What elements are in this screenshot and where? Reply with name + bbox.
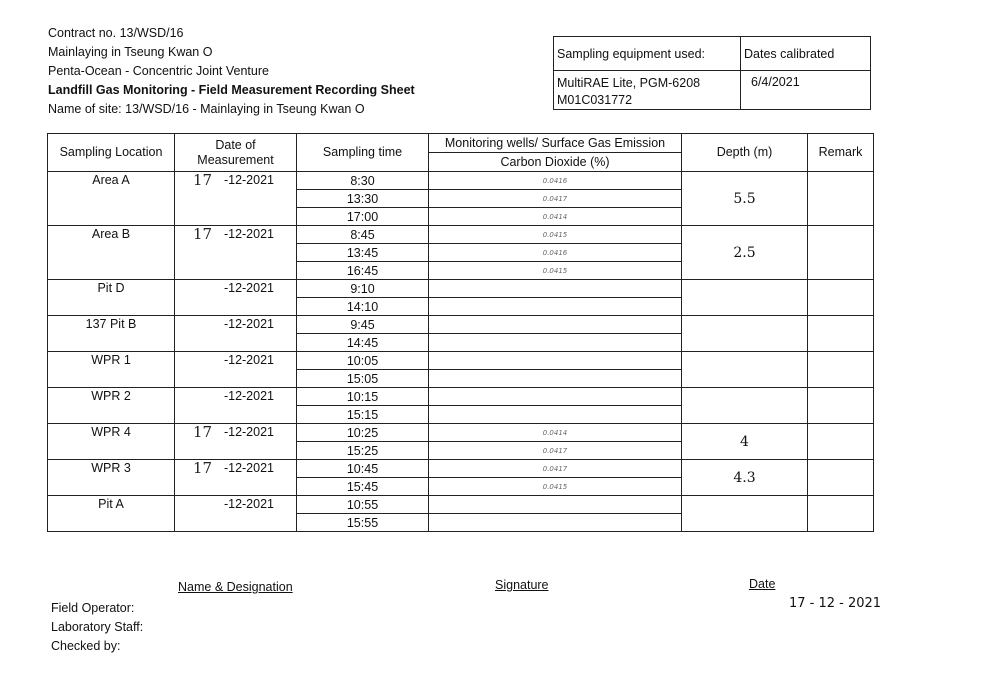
- document-header: [48, 24, 415, 119]
- laboratory-staff-label: Laboratory Staff:: [51, 620, 144, 634]
- measurement-date: -12-2021: [223, 173, 274, 187]
- location-name: Area A: [48, 172, 175, 226]
- sampling-time: 8:45: [297, 226, 429, 244]
- table-row: [48, 424, 874, 442]
- table-row: [48, 388, 874, 406]
- measurement-date-cell: [175, 316, 297, 352]
- measurement-date-cell: [175, 352, 297, 388]
- sampling-time: 10:15: [297, 388, 429, 406]
- co2-reading: [429, 514, 682, 532]
- sampling-time: 15:45: [297, 478, 429, 496]
- header-gas-subtitle: Carbon Dioxide (%): [429, 152, 681, 171]
- calibration-header: Dates calibrated: [741, 37, 871, 71]
- name-designation-label: Name & Designation: [178, 580, 293, 594]
- co2-reading: 0.0414: [429, 424, 682, 442]
- co2-reading: 0.0417: [429, 460, 682, 478]
- remark-cell: [808, 226, 874, 280]
- depth-value: 2.5: [682, 226, 808, 280]
- remark-cell: [808, 280, 874, 316]
- depth-value: [682, 316, 808, 352]
- sampling-time: 14:45: [297, 334, 429, 352]
- depth-value: [682, 388, 808, 424]
- measurement-date-cell: [175, 460, 297, 496]
- sampling-time: 15:55: [297, 514, 429, 532]
- handwritten-day: 17: [193, 225, 213, 243]
- checked-by-label: Checked by:: [51, 639, 121, 653]
- header-gas-title: Monitoring wells/ Surface Gas Emission: [444, 136, 666, 150]
- measurement-date: -12-2021: [223, 281, 274, 295]
- location-name: Pit D: [48, 280, 175, 316]
- measurement-date-cell: [175, 172, 297, 226]
- date-label: Date: [749, 577, 776, 591]
- co2-reading: 0.0417: [429, 190, 682, 208]
- sampling-time: 15:25: [297, 442, 429, 460]
- footer-date-value: 17 - 12 - 2021: [789, 596, 882, 611]
- equipment-header: Sampling equipment used:: [554, 37, 741, 71]
- measurement-date: -12-2021: [223, 461, 274, 475]
- co2-reading: [429, 496, 682, 514]
- measurement-date: -12-2021: [223, 425, 274, 439]
- sampling-time: 15:15: [297, 406, 429, 424]
- remark-cell: [808, 172, 874, 226]
- contract-number: Contract no. 13/WSD/16: [48, 26, 184, 40]
- sampling-time: 15:05: [297, 370, 429, 388]
- co2-reading: [429, 388, 682, 406]
- measurement-table: [47, 133, 874, 532]
- co2-reading: [429, 370, 682, 388]
- measurement-date: -12-2021: [223, 497, 274, 511]
- signature-label: Signature: [495, 578, 549, 592]
- sampling-time: 9:10: [297, 280, 429, 298]
- equipment-model: MultiRAE Lite, PGM-6208: [557, 76, 701, 90]
- table-row: [48, 280, 874, 298]
- measurement-date-cell: [175, 496, 297, 532]
- measurement-date: -12-2021: [223, 317, 274, 331]
- table-row: [48, 352, 874, 370]
- measurement-date: -12-2021: [223, 227, 274, 241]
- co2-reading: [429, 280, 682, 298]
- co2-reading: 0.0417: [429, 442, 682, 460]
- sampling-time: 13:45: [297, 244, 429, 262]
- sampling-time: 14:10: [297, 298, 429, 316]
- location-name: WPR 3: [48, 460, 175, 496]
- measurement-date-cell: [175, 424, 297, 460]
- sampling-time: 10:25: [297, 424, 429, 442]
- handwritten-day: 17: [193, 171, 213, 189]
- header-remark: Remark: [808, 134, 874, 172]
- depth-value: 4.3: [682, 460, 808, 496]
- measurement-body: [48, 172, 874, 532]
- depth-value: [682, 496, 808, 532]
- header-gas: [429, 134, 682, 172]
- equipment-serial: M01C031772: [557, 93, 633, 107]
- location-name: 137 Pit B: [48, 316, 175, 352]
- sampling-time: 16:45: [297, 262, 429, 280]
- co2-reading: [429, 352, 682, 370]
- equipment-table: [553, 36, 871, 110]
- sampling-time: 13:30: [297, 190, 429, 208]
- sampling-time: 17:00: [297, 208, 429, 226]
- table-row: [48, 496, 874, 514]
- measurement-date: -12-2021: [223, 353, 274, 367]
- measurement-date-cell: [175, 388, 297, 424]
- header-time: Sampling time: [297, 134, 429, 172]
- remark-cell: [808, 460, 874, 496]
- sampling-time: 9:45: [297, 316, 429, 334]
- sampling-time: 10:05: [297, 352, 429, 370]
- remark-cell: [808, 496, 874, 532]
- measurement-date-cell: [175, 226, 297, 280]
- sampling-time: 8:30: [297, 172, 429, 190]
- table-row: [48, 172, 874, 190]
- remark-cell: [808, 352, 874, 388]
- depth-value: 5.5: [682, 172, 808, 226]
- co2-reading: 0.0416: [429, 244, 682, 262]
- remark-cell: [808, 388, 874, 424]
- sheet-title: Landfill Gas Monitoring - Field Measurement Recording Sheet: [48, 83, 415, 97]
- depth-value: 4: [682, 424, 808, 460]
- co2-reading: 0.0415: [429, 478, 682, 496]
- field-operator-label: Field Operator:: [51, 601, 135, 615]
- measurement-date-cell: [175, 280, 297, 316]
- co2-reading: [429, 316, 682, 334]
- location-name: WPR 4: [48, 424, 175, 460]
- header-location: Sampling Location: [48, 134, 175, 172]
- table-row: [48, 226, 874, 244]
- co2-reading: [429, 334, 682, 352]
- co2-reading: 0.0415: [429, 226, 682, 244]
- equipment-cell: [554, 71, 741, 110]
- location-name: Area B: [48, 226, 175, 280]
- contractor-name: Penta-Ocean - Concentric Joint Venture: [48, 64, 269, 78]
- sampling-time: 10:55: [297, 496, 429, 514]
- co2-reading: 0.0414: [429, 208, 682, 226]
- location-name: WPR 1: [48, 352, 175, 388]
- depth-value: [682, 352, 808, 388]
- handwritten-day: 17: [193, 423, 213, 441]
- project-name: Mainlaying in Tseung Kwan O: [48, 45, 213, 59]
- remark-cell: [808, 424, 874, 460]
- co2-reading: 0.0416: [429, 172, 682, 190]
- table-row: [48, 316, 874, 334]
- co2-reading: [429, 406, 682, 424]
- remark-cell: [808, 316, 874, 352]
- co2-reading: 0.0415: [429, 262, 682, 280]
- location-name: WPR 2: [48, 388, 175, 424]
- location-name: Pit A: [48, 496, 175, 532]
- depth-value: [682, 280, 808, 316]
- header-date: Date of Measurement: [175, 134, 297, 172]
- measurement-date: -12-2021: [223, 389, 274, 403]
- sampling-time: 10:45: [297, 460, 429, 478]
- site-name: Name of site: 13/WSD/16 - Mainlaying in Tseung Kwan O: [48, 102, 365, 116]
- calibration-date: 6/4/2021: [741, 71, 871, 110]
- co2-reading: [429, 298, 682, 316]
- table-row: [48, 460, 874, 478]
- header-depth: Depth (m): [682, 134, 808, 172]
- handwritten-day: 17: [193, 459, 213, 477]
